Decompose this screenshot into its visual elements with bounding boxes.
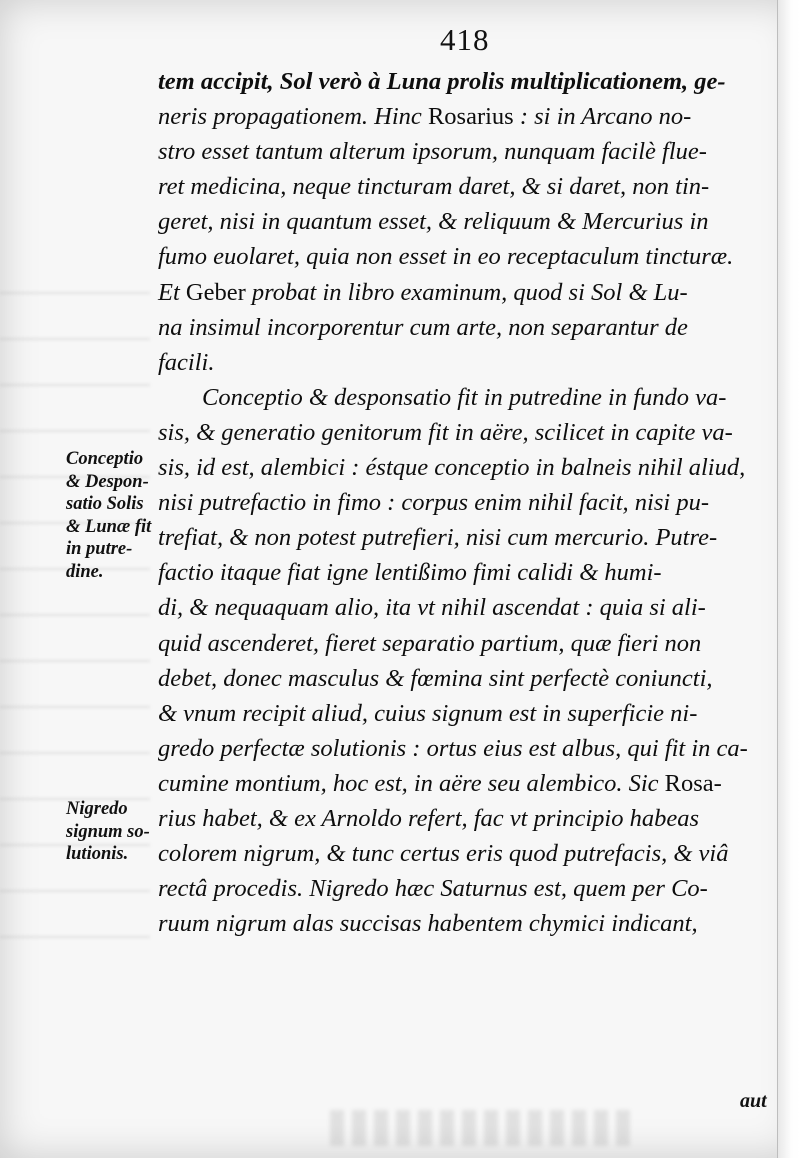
body-text [158,64,770,941]
line-fragment: neris propagationem. Hinc [158,103,428,131]
text-line [158,766,770,801]
margin-note-line: & Despon- [66,471,149,492]
line-fragment: rectâ procedis. Nigredo hæc Saturnus est, quem per Co- [158,875,708,903]
margin-note-line: Nigredo [66,799,128,819]
catchword: aut [740,1090,767,1112]
page-number: 418 [440,22,490,57]
line-fragment: : si in Arcano no- [513,103,692,131]
text-line [158,906,770,941]
line-fragment: quid ascenderet, fieret separatio partium, quæ fieri non [158,629,702,657]
line-fragment: sis, id est, alembici : éstque conceptio in balneis nihil aliud, [158,454,746,482]
text-line [158,626,770,661]
line-fragment: Conceptio & desponsatio fit in putredine in fundo va- [202,383,727,411]
line-fragment: cumine montium, hoc est, in aëre seu alembico. Sic [158,769,665,797]
text-line [158,204,770,239]
text-line [158,345,770,380]
text-line [158,731,770,766]
margin-note-conceptio [66,448,166,583]
name-reference: Rosarius [427,103,514,131]
name-reference: Geber [185,278,246,306]
line-fragment: facili. [158,348,215,376]
margin-note-line: & Lunæ fit [66,516,152,537]
line-fragment: ruum nigrum alas succisas habentem chymici indicant, [158,910,698,938]
name-reference: Rosa- [664,769,722,797]
text-line [158,801,770,836]
line-fragment: probat in libro examinum, quod si Sol & Lu- [245,278,688,306]
line-fragment: nisi putrefactio in fimo : corpus enim nihil facit, nisi pu- [158,489,709,517]
show-through-bottom [330,1110,630,1146]
margin-note-line: in putre- [66,539,133,559]
line-fragment: di, & nequaquam alio, ita vt nihil ascendat : quia si ali- [158,594,706,622]
text-line [158,871,770,906]
text-line [158,696,770,731]
margin-note-nigredo [66,798,166,866]
margin-note-line: Conceptio [66,449,144,469]
text-line [158,134,770,169]
text-line [158,590,770,625]
text-line [158,415,770,450]
page-gutter-edge [777,0,800,1158]
margin-note-line: lutionis. [66,844,129,864]
margin-note-line: dine. [66,561,104,582]
text-line [158,99,770,134]
margin-note-line: satio Solis [66,494,144,514]
line-fragment: Et [158,278,186,306]
text-line [158,485,770,520]
line-fragment: na insimul incorporentur cum arte, non separantur de [158,313,688,341]
line-fragment: debet, donec masculus & fœmina sint perfectè coniuncti, [158,664,713,692]
line-fragment: colorem nigrum, & tunc certus eris quod putrefacis, & viâ [158,840,729,868]
line-fragment: tem accipit, Sol verò à Luna prolis multiplicationem, ge- [158,68,726,95]
text-line [158,520,770,555]
text-line [158,169,770,204]
text-line [158,310,770,345]
text-line [158,555,770,590]
line-fragment: sis, & generatio genitorum fit in aëre, scilicet in capite va- [158,418,733,446]
text-line [158,836,770,871]
line-fragment: gredo perfectæ solutionis : ortus eius est albus, qui fit in ca- [158,734,748,762]
line-fragment: stro esset tantum alterum ipsorum, nunquam facilè flue- [158,138,707,166]
text-line [158,380,770,415]
line-fragment: factio itaque fiat igne lentißimo fimi calidi & humi- [158,559,662,587]
margin-note-line: signum so- [66,821,150,842]
line-fragment: trefiat, & non potest putrefieri, nisi cum mercurio. Putre- [158,524,718,552]
text-line [158,64,770,99]
text-line [158,239,770,274]
line-fragment: ret medicina, neque tincturam daret, & si daret, non tin- [158,173,710,201]
line-fragment: geret, nisi in quantum esset, & reliquum & Mercurius in [158,208,709,236]
text-line [158,661,770,696]
text-line [158,275,770,310]
line-fragment: & vnum recipit aliud, cuius signum est in superficie ni- [158,699,698,727]
text-line [158,450,770,485]
line-fragment: rius habet, & ex Arnoldo refert, fac vt principio habeas [158,804,699,832]
line-fragment: fumo euolaret, quia non esset in eo receptaculum tincturæ. [158,243,734,271]
